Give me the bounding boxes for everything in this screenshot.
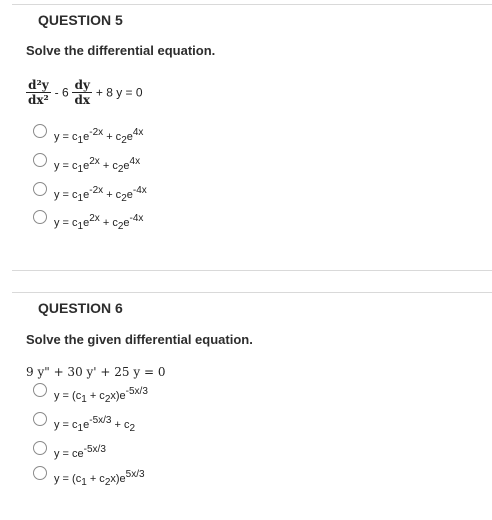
option-text: $y = c_1e^{2x} + c_2e^{-4x}$ <box>54 213 144 232</box>
radio-button[interactable] <box>33 182 47 196</box>
radio-button[interactable] <box>33 412 47 426</box>
radio-button[interactable] <box>33 124 47 138</box>
radio-button[interactable] <box>33 441 47 455</box>
question-divider <box>12 292 492 293</box>
question-divider <box>12 270 492 271</box>
question-5-prompt: Solve the differential equation. <box>26 43 216 58</box>
dy-dx-fraction: $\frac{dy}{dx}$ <box>74 78 91 107</box>
radio-button[interactable] <box>33 383 47 397</box>
option-text: $y = (c_1 + c_2x)e^{-5x/3}$ <box>54 386 148 405</box>
top-divider <box>12 4 492 5</box>
radio-button[interactable] <box>33 153 47 167</box>
option-text: $y = c_1e^{-2x} + c_2e^{4x}$ <box>54 127 144 146</box>
radio-button[interactable] <box>33 466 47 480</box>
question-5-title: QUESTION 5 <box>38 12 123 28</box>
question-6-equation: 9 y" + 30 y' + 25 y = 0 <box>26 365 166 379</box>
question-6-title: QUESTION 6 <box>38 300 123 316</box>
question-6-prompt: Solve the given differential equation. <box>26 332 253 347</box>
option-text: $y = c_1e^{-2x} + c_2e^{-4x}$ <box>54 185 147 204</box>
option-text: $y = c_1e^{-5x/3} + c_2$ <box>54 415 136 434</box>
option-text: $y = ce^{-5x/3}$ <box>54 444 106 460</box>
question-5-equation: $\frac{\text{d²y}}{\text{dx²}}$ - 6 $\frac{dy}{dx}$ + 8 y = 0 <box>28 78 143 107</box>
d2y-dx2-fraction: $\frac{\text{d²y}}{\text{dx²}}$ <box>28 78 49 107</box>
radio-button[interactable] <box>33 210 47 224</box>
option-text: $y = c_1e^{2x} + c_2e^{4x}$ <box>54 156 141 175</box>
option-text: $y = (c_1 + c_2x)e^{5x/3}$ <box>54 469 145 488</box>
